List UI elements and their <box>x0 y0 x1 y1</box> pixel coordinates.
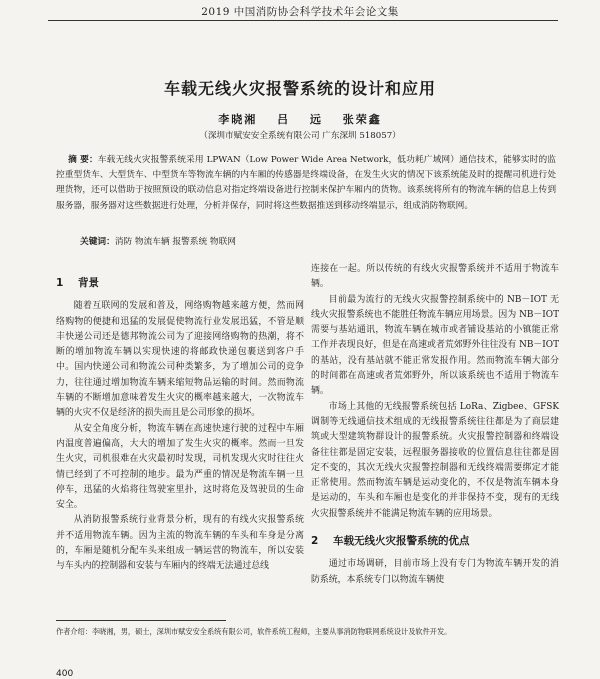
paragraph: 从安全角度分析，物流车辆在高速快速行驶的过程中车厢内温度普遍偏高，大大的增加了发生火灾的概率。然而一旦发生火灾，司机很难在火灾最初时发现，司机发现火灾时往往火情已经到了不可控制的地步。最为严重的情况是物流车辆一旦停车，迅猛的火焰将往驾驶室里扑，这时将危及驾驶员的生命安全。 <box>56 423 304 511</box>
paragraph: 目前最为流行的无线火灾报警控制系统中的 NB－IOT 无线火灾报警系统也不能胜任物流车辆应用场景。因为 NB－IOT 需要与基站通讯，物流车辆在城市或者铺设基站的小镇能正常工作并表现良好，但是在高速或者荒郊野外往往没有 NB－IOT 的基站，没有基站就不能正常发报作用。然而物流车辆大部分的时间都在高速或者荒郊野外，所以该系统也不适用于物流车辆。 <box>311 294 559 397</box>
paragraph: 通过市场调研，目前市场上没有专门为物流车辆开发的消防系统，本系统专门以物流车辆使 <box>311 559 559 585</box>
abstract <box>56 153 556 214</box>
keywords <box>80 235 550 249</box>
section-2-title: 车载无线火灾报警系统的优点 <box>333 535 470 548</box>
paper-title: 车载无线火灾报警系统的设计和应用 <box>163 79 436 98</box>
keywords-text: 消防 物流车辆 报警系统 物联网 <box>114 237 236 247</box>
abstract-text: 车载无线火灾报警系统采用 LPWAN（Low Power Wide Area Network，低功耗广域网）通信技术，能够实时的监控重型货车、大型货车、中型货车等物流车辆的内车厢的传感器是终端设备，在发生火灾的情况下该系统能及时的提醒司机进行处理货物，还可以借助于按照预设的联动信息对指定终端设备进行控制来保护车厢内的货物。该系统将所有的物流车辆的信息上传到服务器，服务器对这些数据进行处理，分析并保存，同时将这些数据推送到移动终端显示，组成消防物联网。 <box>56 155 556 211</box>
affiliation: （深圳市赋安安全系统有限公司 广东深圳 518057） <box>199 131 401 141</box>
paragraph: 市场上其他的无线报警系统包括 LoRa、Zigbee、GFSK 调制等无线通信技术组成的无线报警系统往往都是为了商层建筑或大型建筑物群设计的报警系统。火灾报警控制器和终端设备往往都是固定安装，远程服务器接收的位置信息往往都是固定不变的，其次无线火灾报警控制器和无线终端需要绑定才能正常使用。然而物流车辆是运动变化的，不仅是物流车辆本身是运动的，车头和车厢也是变化的并非保持不变，现有的无线火灾报警系统并不能满足物流车辆的应用场景。 <box>311 401 559 519</box>
paragraph-continued: 连接在一起。所以传统的有线火灾报警系统并不适用于物流车辆。 <box>311 264 559 290</box>
section-2-heading <box>311 534 559 549</box>
footnote: 作者介绍：李晓湘，男，硕士，深圳市赋安安全系统有限公司，软件系统工程师，主要从事消防物联网系统设计及软件开发。 <box>56 627 452 636</box>
page-number: 400 <box>56 669 74 679</box>
section-1-number: 1 <box>56 277 64 289</box>
section-1-title: 背景 <box>78 277 99 289</box>
authors: 李晓湘 吕 远 张荣鑫 <box>218 113 382 126</box>
running-head: 2019 中国消防协会科学技术年会论文集 <box>201 6 399 18</box>
section-2-number: 2 <box>311 535 319 548</box>
header-rule <box>48 20 558 21</box>
paragraph: 随着互联网的发展和普及，网络购物越来越方便，然而网络购物的便捷和迅猛的发展促使物流行业发展迅猛，不管是顺丰快递公司还是德邦物流公司为了迎接网络购物的热潮，将不断的增加物流车辆以实现快速的将邮政快递包裹送到客户手中。国内快递公司和物流公司种类繁多，为了增加公司的竞争力，往往通过增加物流车辆来缩短物品运输的时间。然而物流车辆的不断增加意味着发生火灾的概率越来越大，一次物流车辆的火灾不仅是经济的损失而且是公司形象的损坏。 <box>56 301 304 419</box>
abstract-label: 摘 要： <box>68 155 98 165</box>
footnote-rule <box>56 620 226 621</box>
keywords-label: 关键词： <box>80 237 115 247</box>
section-1-heading <box>56 276 304 291</box>
right-column <box>311 262 559 588</box>
paragraph: 从消防报警系统行业背景分析，现有的有线火灾报警系统并不适用物流车辆。因为主流的物流车辆的车头和车身是分离的，车厢是随机分配车头来组成一辆运营的物流车，所以安装与车头内的控制器和安装与车厢内的终端无法通过总线 <box>56 515 304 572</box>
left-column <box>56 276 304 575</box>
